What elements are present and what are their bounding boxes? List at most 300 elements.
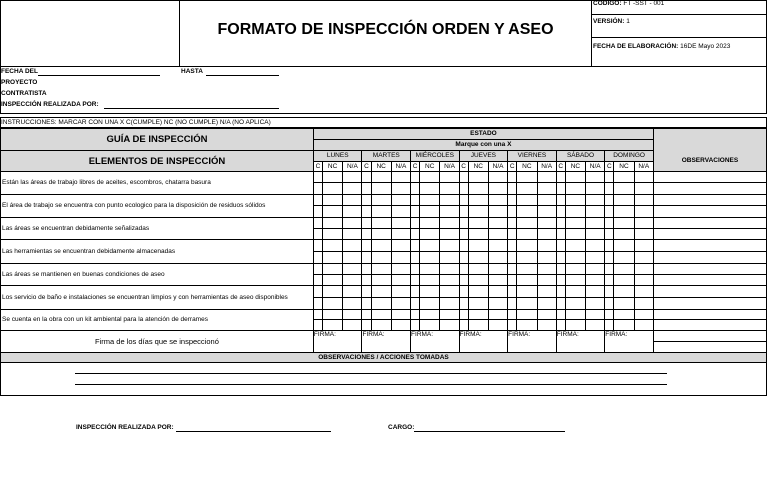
- check-cell[interactable]: [371, 183, 391, 195]
- check-cell[interactable]: [371, 320, 391, 331]
- check-cell[interactable]: [586, 275, 605, 286]
- check-cell[interactable]: [468, 320, 488, 331]
- check-cell[interactable]: [420, 195, 440, 206]
- hasta-field[interactable]: [206, 75, 279, 76]
- check-cell[interactable]: [420, 183, 440, 195]
- check-cell[interactable]: [322, 264, 342, 275]
- check-cell[interactable]: [614, 310, 634, 320]
- check-cell[interactable]: [488, 218, 507, 229]
- check-cell[interactable]: [605, 240, 614, 252]
- check-cell[interactable]: [556, 240, 565, 252]
- check-cell[interactable]: [565, 275, 585, 286]
- check-cell[interactable]: [488, 310, 507, 320]
- check-cell[interactable]: [605, 310, 614, 320]
- check-cell[interactable]: [586, 218, 605, 229]
- check-cell[interactable]: [313, 229, 322, 240]
- observation-cell[interactable]: [653, 172, 766, 183]
- check-cell[interactable]: [508, 286, 517, 298]
- observation-cell[interactable]: [653, 320, 766, 331]
- check-cell[interactable]: [343, 172, 362, 183]
- check-cell[interactable]: [391, 206, 410, 218]
- check-cell[interactable]: [411, 286, 420, 298]
- check-cell[interactable]: [391, 298, 410, 310]
- check-cell[interactable]: [634, 264, 653, 275]
- check-cell[interactable]: [586, 286, 605, 298]
- check-cell[interactable]: [371, 286, 391, 298]
- check-cell[interactable]: [468, 206, 488, 218]
- check-cell[interactable]: [371, 310, 391, 320]
- check-cell[interactable]: [362, 240, 371, 252]
- footer-inspeccion-field[interactable]: [176, 431, 331, 432]
- check-cell[interactable]: [634, 206, 653, 218]
- check-cell[interactable]: [508, 252, 517, 264]
- check-cell[interactable]: [362, 183, 371, 195]
- check-cell[interactable]: [517, 206, 537, 218]
- check-cell[interactable]: [517, 310, 537, 320]
- check-cell[interactable]: [313, 298, 322, 310]
- check-cell[interactable]: [488, 195, 507, 206]
- check-cell[interactable]: [517, 320, 537, 331]
- check-cell[interactable]: [420, 286, 440, 298]
- check-cell[interactable]: [605, 275, 614, 286]
- check-cell[interactable]: [565, 286, 585, 298]
- check-cell[interactable]: [459, 206, 468, 218]
- check-cell[interactable]: [565, 172, 585, 183]
- check-cell[interactable]: [391, 264, 410, 275]
- check-cell[interactable]: [411, 240, 420, 252]
- check-cell[interactable]: [440, 172, 459, 183]
- check-cell[interactable]: [362, 229, 371, 240]
- check-cell[interactable]: [537, 320, 556, 331]
- check-cell[interactable]: [586, 195, 605, 206]
- check-cell[interactable]: [459, 286, 468, 298]
- check-cell[interactable]: [322, 172, 342, 183]
- check-cell[interactable]: [556, 229, 565, 240]
- check-cell[interactable]: [343, 240, 362, 252]
- check-cell[interactable]: [411, 298, 420, 310]
- check-cell[interactable]: [556, 320, 565, 331]
- check-cell[interactable]: [343, 264, 362, 275]
- check-cell[interactable]: [517, 275, 537, 286]
- firma-cell[interactable]: FIRMA:: [459, 331, 508, 353]
- check-cell[interactable]: [488, 183, 507, 195]
- check-cell[interactable]: [420, 320, 440, 331]
- check-cell[interactable]: [605, 286, 614, 298]
- check-cell[interactable]: [537, 206, 556, 218]
- check-cell[interactable]: [565, 310, 585, 320]
- check-cell[interactable]: [537, 298, 556, 310]
- check-cell[interactable]: [420, 229, 440, 240]
- check-cell[interactable]: [420, 206, 440, 218]
- check-cell[interactable]: [391, 286, 410, 298]
- check-cell[interactable]: [459, 252, 468, 264]
- check-cell[interactable]: [556, 286, 565, 298]
- check-cell[interactable]: [343, 286, 362, 298]
- check-cell[interactable]: [488, 252, 507, 264]
- check-cell[interactable]: [605, 195, 614, 206]
- check-cell[interactable]: [371, 275, 391, 286]
- check-cell[interactable]: [371, 218, 391, 229]
- check-cell[interactable]: [420, 275, 440, 286]
- check-cell[interactable]: [517, 229, 537, 240]
- observation-cell[interactable]: [653, 218, 766, 229]
- check-cell[interactable]: [556, 275, 565, 286]
- check-cell[interactable]: [411, 275, 420, 286]
- check-cell[interactable]: [362, 286, 371, 298]
- check-cell[interactable]: [391, 275, 410, 286]
- check-cell[interactable]: [468, 229, 488, 240]
- check-cell[interactable]: [537, 252, 556, 264]
- check-cell[interactable]: [468, 183, 488, 195]
- check-cell[interactable]: [634, 320, 653, 331]
- check-cell[interactable]: [605, 252, 614, 264]
- check-cell[interactable]: [420, 218, 440, 229]
- check-cell[interactable]: [556, 195, 565, 206]
- check-cell[interactable]: [313, 264, 322, 275]
- check-cell[interactable]: [634, 286, 653, 298]
- firma-cell[interactable]: FIRMA:: [605, 331, 654, 353]
- check-cell[interactable]: [420, 310, 440, 320]
- check-cell[interactable]: [517, 264, 537, 275]
- check-cell[interactable]: [517, 172, 537, 183]
- check-cell[interactable]: [605, 183, 614, 195]
- check-cell[interactable]: [322, 275, 342, 286]
- check-cell[interactable]: [468, 252, 488, 264]
- check-cell[interactable]: [420, 240, 440, 252]
- check-cell[interactable]: [488, 206, 507, 218]
- check-cell[interactable]: [508, 264, 517, 275]
- check-cell[interactable]: [440, 240, 459, 252]
- check-cell[interactable]: [537, 275, 556, 286]
- check-cell[interactable]: [313, 320, 322, 331]
- check-cell[interactable]: [440, 275, 459, 286]
- check-cell[interactable]: [313, 172, 322, 183]
- check-cell[interactable]: [420, 298, 440, 310]
- observation-cell[interactable]: [653, 252, 766, 264]
- check-cell[interactable]: [488, 286, 507, 298]
- check-cell[interactable]: [411, 195, 420, 206]
- check-cell[interactable]: [586, 206, 605, 218]
- check-cell[interactable]: [537, 286, 556, 298]
- check-cell[interactable]: [343, 229, 362, 240]
- check-cell[interactable]: [411, 172, 420, 183]
- check-cell[interactable]: [459, 218, 468, 229]
- check-cell[interactable]: [556, 298, 565, 310]
- check-cell[interactable]: [322, 298, 342, 310]
- check-cell[interactable]: [556, 310, 565, 320]
- check-cell[interactable]: [565, 218, 585, 229]
- check-cell[interactable]: [343, 183, 362, 195]
- check-cell[interactable]: [362, 310, 371, 320]
- check-cell[interactable]: [459, 229, 468, 240]
- check-cell[interactable]: [556, 264, 565, 275]
- check-cell[interactable]: [565, 298, 585, 310]
- check-cell[interactable]: [605, 264, 614, 275]
- check-cell[interactable]: [614, 275, 634, 286]
- check-cell[interactable]: [488, 298, 507, 310]
- check-cell[interactable]: [343, 206, 362, 218]
- check-cell[interactable]: [362, 298, 371, 310]
- check-cell[interactable]: [586, 298, 605, 310]
- check-cell[interactable]: [614, 229, 634, 240]
- check-cell[interactable]: [537, 218, 556, 229]
- check-cell[interactable]: [488, 275, 507, 286]
- check-cell[interactable]: [362, 320, 371, 331]
- observaciones-acciones-area[interactable]: [1, 363, 767, 396]
- check-cell[interactable]: [459, 264, 468, 275]
- observation-cell[interactable]: [653, 229, 766, 240]
- check-cell[interactable]: [420, 172, 440, 183]
- check-cell[interactable]: [586, 252, 605, 264]
- check-cell[interactable]: [605, 320, 614, 331]
- check-cell[interactable]: [605, 229, 614, 240]
- check-cell[interactable]: [391, 183, 410, 195]
- check-cell[interactable]: [468, 195, 488, 206]
- check-cell[interactable]: [459, 240, 468, 252]
- check-cell[interactable]: [586, 172, 605, 183]
- check-cell[interactable]: [508, 183, 517, 195]
- check-cell[interactable]: [391, 240, 410, 252]
- observation-cell[interactable]: [653, 310, 766, 320]
- check-cell[interactable]: [634, 240, 653, 252]
- check-cell[interactable]: [537, 310, 556, 320]
- check-cell[interactable]: [586, 320, 605, 331]
- check-cell[interactable]: [517, 286, 537, 298]
- check-cell[interactable]: [411, 229, 420, 240]
- check-cell[interactable]: [508, 195, 517, 206]
- check-cell[interactable]: [634, 298, 653, 310]
- check-cell[interactable]: [517, 195, 537, 206]
- check-cell[interactable]: [459, 310, 468, 320]
- check-cell[interactable]: [371, 229, 391, 240]
- check-cell[interactable]: [459, 195, 468, 206]
- check-cell[interactable]: [488, 172, 507, 183]
- check-cell[interactable]: [614, 183, 634, 195]
- check-cell[interactable]: [614, 206, 634, 218]
- check-cell[interactable]: [371, 252, 391, 264]
- check-cell[interactable]: [565, 264, 585, 275]
- check-cell[interactable]: [537, 264, 556, 275]
- check-cell[interactable]: [605, 172, 614, 183]
- check-cell[interactable]: [614, 264, 634, 275]
- observation-cell[interactable]: [653, 264, 766, 275]
- check-cell[interactable]: [614, 298, 634, 310]
- check-cell[interactable]: [556, 183, 565, 195]
- check-cell[interactable]: [313, 240, 322, 252]
- check-cell[interactable]: [322, 229, 342, 240]
- check-cell[interactable]: [371, 264, 391, 275]
- check-cell[interactable]: [508, 172, 517, 183]
- footer-cargo-field[interactable]: [414, 431, 565, 432]
- check-cell[interactable]: [556, 252, 565, 264]
- firma-cell[interactable]: FIRMA:: [411, 331, 460, 353]
- check-cell[interactable]: [362, 206, 371, 218]
- check-cell[interactable]: [440, 310, 459, 320]
- check-cell[interactable]: [411, 183, 420, 195]
- check-cell[interactable]: [343, 320, 362, 331]
- check-cell[interactable]: [440, 229, 459, 240]
- check-cell[interactable]: [586, 183, 605, 195]
- firma-cell[interactable]: FIRMA:: [508, 331, 557, 353]
- check-cell[interactable]: [343, 218, 362, 229]
- check-cell[interactable]: [440, 195, 459, 206]
- check-cell[interactable]: [440, 218, 459, 229]
- check-cell[interactable]: [313, 252, 322, 264]
- check-cell[interactable]: [586, 264, 605, 275]
- check-cell[interactable]: [343, 195, 362, 206]
- check-cell[interactable]: [343, 275, 362, 286]
- check-cell[interactable]: [362, 275, 371, 286]
- check-cell[interactable]: [343, 310, 362, 320]
- check-cell[interactable]: [391, 218, 410, 229]
- check-cell[interactable]: [440, 183, 459, 195]
- observation-cell[interactable]: [653, 240, 766, 252]
- observation-cell[interactable]: [653, 183, 766, 195]
- check-cell[interactable]: [537, 229, 556, 240]
- check-cell[interactable]: [440, 286, 459, 298]
- firma-cell[interactable]: FIRMA:: [362, 331, 411, 353]
- check-cell[interactable]: [468, 172, 488, 183]
- check-cell[interactable]: [322, 286, 342, 298]
- check-cell[interactable]: [586, 310, 605, 320]
- check-cell[interactable]: [565, 183, 585, 195]
- check-cell[interactable]: [605, 206, 614, 218]
- check-cell[interactable]: [459, 320, 468, 331]
- check-cell[interactable]: [468, 298, 488, 310]
- check-cell[interactable]: [508, 275, 517, 286]
- check-cell[interactable]: [508, 229, 517, 240]
- check-cell[interactable]: [634, 218, 653, 229]
- check-cell[interactable]: [508, 218, 517, 229]
- check-cell[interactable]: [634, 172, 653, 183]
- check-cell[interactable]: [634, 195, 653, 206]
- check-cell[interactable]: [371, 206, 391, 218]
- check-cell[interactable]: [517, 298, 537, 310]
- check-cell[interactable]: [343, 298, 362, 310]
- check-cell[interactable]: [537, 195, 556, 206]
- check-cell[interactable]: [468, 286, 488, 298]
- check-cell[interactable]: [517, 240, 537, 252]
- check-cell[interactable]: [411, 206, 420, 218]
- check-cell[interactable]: [371, 240, 391, 252]
- check-cell[interactable]: [322, 195, 342, 206]
- check-cell[interactable]: [488, 229, 507, 240]
- check-cell[interactable]: [322, 206, 342, 218]
- check-cell[interactable]: [440, 252, 459, 264]
- check-cell[interactable]: [371, 195, 391, 206]
- check-cell[interactable]: [508, 298, 517, 310]
- check-cell[interactable]: [586, 229, 605, 240]
- observation-cell[interactable]: [653, 195, 766, 206]
- check-cell[interactable]: [343, 252, 362, 264]
- check-cell[interactable]: [556, 172, 565, 183]
- fecha-del-field[interactable]: [38, 75, 160, 76]
- check-cell[interactable]: [440, 298, 459, 310]
- check-cell[interactable]: [565, 206, 585, 218]
- check-cell[interactable]: [565, 229, 585, 240]
- check-cell[interactable]: [605, 298, 614, 310]
- check-cell[interactable]: [565, 252, 585, 264]
- inspeccion-field[interactable]: [104, 108, 279, 109]
- check-cell[interactable]: [614, 218, 634, 229]
- check-cell[interactable]: [371, 298, 391, 310]
- check-cell[interactable]: [440, 206, 459, 218]
- check-cell[interactable]: [440, 320, 459, 331]
- observation-cell[interactable]: [653, 275, 766, 286]
- check-cell[interactable]: [634, 252, 653, 264]
- check-cell[interactable]: [634, 275, 653, 286]
- check-cell[interactable]: [565, 195, 585, 206]
- observation-cell[interactable]: [653, 298, 766, 310]
- check-cell[interactable]: [459, 172, 468, 183]
- firma-cell[interactable]: FIRMA:: [556, 331, 605, 353]
- check-cell[interactable]: [411, 264, 420, 275]
- check-cell[interactable]: [391, 195, 410, 206]
- check-cell[interactable]: [537, 240, 556, 252]
- check-cell[interactable]: [537, 172, 556, 183]
- check-cell[interactable]: [614, 240, 634, 252]
- check-cell[interactable]: [322, 320, 342, 331]
- check-cell[interactable]: [488, 240, 507, 252]
- check-cell[interactable]: [634, 310, 653, 320]
- check-cell[interactable]: [634, 183, 653, 195]
- check-cell[interactable]: [391, 320, 410, 331]
- check-cell[interactable]: [391, 252, 410, 264]
- check-cell[interactable]: [459, 183, 468, 195]
- check-cell[interactable]: [391, 310, 410, 320]
- check-cell[interactable]: [362, 218, 371, 229]
- check-cell[interactable]: [411, 320, 420, 331]
- check-cell[interactable]: [411, 252, 420, 264]
- check-cell[interactable]: [459, 275, 468, 286]
- observation-cell[interactable]: [653, 206, 766, 218]
- check-cell[interactable]: [322, 218, 342, 229]
- check-cell[interactable]: [440, 264, 459, 275]
- check-cell[interactable]: [614, 252, 634, 264]
- check-cell[interactable]: [459, 298, 468, 310]
- firma-observation-cell[interactable]: [653, 331, 766, 353]
- check-cell[interactable]: [468, 218, 488, 229]
- firma-cell[interactable]: FIRMA:: [313, 331, 362, 353]
- check-cell[interactable]: [605, 218, 614, 229]
- check-cell[interactable]: [411, 218, 420, 229]
- check-cell[interactable]: [614, 172, 634, 183]
- check-cell[interactable]: [313, 183, 322, 195]
- check-cell[interactable]: [488, 264, 507, 275]
- check-cell[interactable]: [614, 286, 634, 298]
- check-cell[interactable]: [313, 310, 322, 320]
- check-cell[interactable]: [313, 206, 322, 218]
- check-cell[interactable]: [313, 275, 322, 286]
- observation-cell[interactable]: [653, 286, 766, 298]
- check-cell[interactable]: [362, 172, 371, 183]
- check-cell[interactable]: [614, 195, 634, 206]
- check-cell[interactable]: [468, 275, 488, 286]
- check-cell[interactable]: [362, 195, 371, 206]
- check-cell[interactable]: [586, 240, 605, 252]
- check-cell[interactable]: [508, 240, 517, 252]
- check-cell[interactable]: [313, 195, 322, 206]
- check-cell[interactable]: [362, 264, 371, 275]
- check-cell[interactable]: [614, 320, 634, 331]
- check-cell[interactable]: [322, 310, 342, 320]
- check-cell[interactable]: [362, 252, 371, 264]
- check-cell[interactable]: [468, 240, 488, 252]
- check-cell[interactable]: [556, 206, 565, 218]
- check-cell[interactable]: [517, 252, 537, 264]
- check-cell[interactable]: [468, 264, 488, 275]
- check-cell[interactable]: [391, 172, 410, 183]
